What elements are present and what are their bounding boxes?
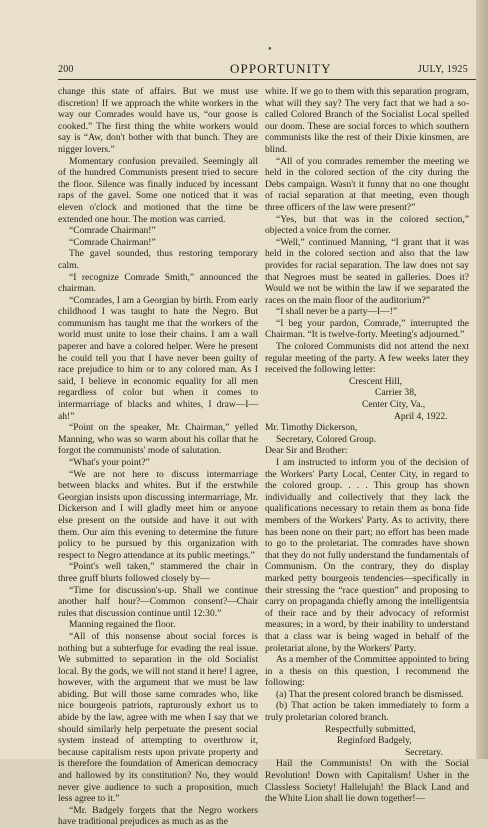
paragraph: Momentary confusion prevailed. Seemingly all of the hundred Communists present tried to secure the floor. Silence was finally induced by incessant raps of the gavel. Some one noticed that it was eleven o'clock and motioned that the time be extended one hour. The motion was carried. xyxy=(58,155,258,225)
paragraph: I am instructed to inform you of the decision of the Workers' Party Local, Center City, in regard to the colored group. . . . This group has shown individually and collectively that they lack the qualifications necessary to retain them as bona fide members of the Workers' Party. As to activity, there has been none on their part; no effort has been made to go to the proletariat. The comrades have shown that they do not fully understand the fundamentals of Communism. On the contrary, they do display marked petty bourgeois tendencies—specifically in their stressing the “race question” and proposing to carry on propaganda chiefly among the intelligentsia of their race and by their advocacy of reformist measures; in a word, by their inability to understand that a class war is being waged in behalf of the proletariat alone, by the Workers' Party. xyxy=(265,457,469,654)
paragraph: “We are not here to discuss intermarriage between blacks and whites. But if the erstwhile Georgian insists upon discussing intermarriage, Mr. Dickerson and I will gladly meet him or anyone else present on the outside and have it out with them. Our aim this evening to determine the future policy to be pursued by this organization with respect to Negro attendance at its public meetings.” xyxy=(58,468,258,561)
salutation: Dear Sir and Brother: xyxy=(265,445,348,457)
paragraph: “Mr. Badgely forgets that the Negro workers have traditional prejudices as much as as the xyxy=(58,804,258,828)
paragraph: “What's your point?” xyxy=(69,457,150,468)
paragraph: white. If we go to them with this separation program, what will they say? The very fact that we had a so-called Colored Branch of the Socialist Local spelled our doom. These are social forces to which southern communists like the rest of their Dixie kinsmen, are blind. xyxy=(265,86,469,155)
paragraph: Manning regained the floor. xyxy=(69,619,176,631)
paragraph: “Time for discussion's-up. Shall we continue another half hour?—Common consent?—Chair rules that discussion continue until 12:30.” xyxy=(58,584,258,619)
paragraph: “All of this nonsense about social forces is nothing but a subterfuge for evading the real issue. We submitted to separation in the old Socialist local. By the gods, we will not stand it here! I agree, however, with the argument that we must be law abiding. But will those same comrades who, like nice bourgeois patriots, rapturously exhort us to abide by the law, agree with me when I say that we should similarly help perpetuate the present social system instead of attempting to overthrow it, because capitalism rests upon private property and is therefore the foundation of American democracy and hallowed by its constitution? No, they would never give audience to such a proposition, much less agree to it.” xyxy=(58,630,258,805)
paragraph: The colored Communists did not attend the next regular meeting of the party. A few weeks later they received the following letter: xyxy=(265,341,469,376)
paragraph: change this state of affairs. But we must use discretion! If we approach the white workers in the way our Comrades would have us, “our goose is cooked.” The first thing the white workers would say is “Aw, don't bother with that bunch. They are nigger lovers.” xyxy=(58,86,258,155)
paragraph: “Well,” continued Manning, “I grant that it was held in the colored section and also that the law provides for racial separation. The law does not say that Negroes must be seated in galleries. Does it? Would we not be within the law if we separated the races on the main floor of the auditorium?” xyxy=(265,236,469,306)
paragraph: “Comrade Chairman!” xyxy=(69,225,156,237)
letter-recipient xyxy=(265,422,469,457)
letter-address xyxy=(265,376,469,422)
paragraph: Hail the Communists! On with the Social Revolution! Down with Capitalism! Usher in the Classless Society! Hallelujah! the Black Land and the White Lion shall lie down together!— xyxy=(265,758,469,805)
paragraph: “Point's well taken,” stammered the chair in three gruff blurts followed closely by— xyxy=(58,561,258,584)
center-dot-icon: ● xyxy=(268,46,272,52)
paragraph: “Comrades, I am a Georgian by birth. From early childhood I was taught to hate the Negro. But communism has taught me that the workers of the world must unite to lose their chains. I am a wall paperer and have a colored helper. Were he present he could tell you that I have never been guilty of race prejudice to him or to any colored man. As I said, I believe in economic equality for all men regardless of color but when it comes to intermarriage of blacks and whites, I draw—I—ah!” xyxy=(58,294,258,422)
letter-signature: Reginford Badgely, xyxy=(337,735,412,747)
header-rule xyxy=(58,79,476,80)
address-line: Carrier 38, xyxy=(375,387,417,399)
recipient-line: Secretary, Colored Group. xyxy=(276,433,377,445)
paragraph: “I beg your pardon, Comrade,” interrupted the Chairman. “It is twelve-forty. Meeting's adjourned.” xyxy=(265,317,469,341)
paragraph: “I recognize Comrade Smith,” announced the chairman. xyxy=(58,271,258,295)
paragraph: The gavel sounded, thus restoring temporary calm. xyxy=(58,248,258,271)
paragraph: As a member of the Committee appointed to bring in a thesis on this question, I recommend the following: xyxy=(265,654,469,689)
paragraph: “All of you comrades remember the meeting we held in the colored section of the city during the Debs campaign. Wasn't it funny that no one thought of racial separation at that meeting, even though three officers of the law were present?” xyxy=(265,155,469,213)
address-line: Center City, Va., xyxy=(362,399,426,411)
paragraph: “Comrade Chairman!” xyxy=(69,236,156,248)
letter-closing: Respectfully submitted, xyxy=(325,723,416,735)
paragraph: “Yes, but that was in the colored section,” objected a voice from the corner. xyxy=(265,213,469,237)
signature-title: Secretary. xyxy=(405,746,443,758)
left-column xyxy=(58,86,258,828)
address-line: Crescent Hill, xyxy=(349,375,403,387)
running-header xyxy=(58,61,476,77)
right-column xyxy=(265,86,469,805)
paragraph: (b) That action be taken immediately to form a truly proletarian colored branch. xyxy=(265,700,469,724)
page-number: 200 xyxy=(58,64,74,75)
page-edge xyxy=(476,0,488,759)
magazine-title: OPPORTUNITY xyxy=(230,61,332,76)
paragraph: (a) That the present colored branch be dismissed. xyxy=(276,688,464,700)
paragraph: “I shall never be a party—I—!” xyxy=(276,306,398,318)
recipient-line: Mr. Timothy Dickerson, xyxy=(265,422,358,434)
issue-date: JULY, 1925 xyxy=(417,64,468,75)
paragraph: “Point on the speaker, Mr. Chairman,” yelled Manning, who was so warm about his collar that he forgot the communists' mode of salutation. xyxy=(58,422,258,457)
address-line: April 4, 1922. xyxy=(394,410,448,422)
